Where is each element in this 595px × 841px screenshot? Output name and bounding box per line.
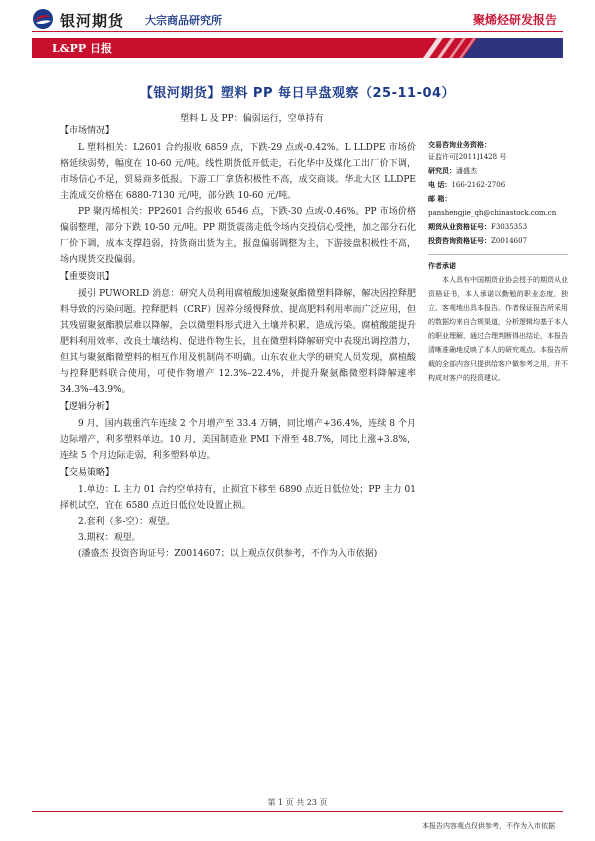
email-label: 邮 箱： [428, 194, 452, 203]
band-stripes-decoration [403, 38, 563, 58]
report-header [0, 0, 595, 38]
section-logic [60, 400, 416, 464]
section-news [60, 270, 416, 398]
futures-cert: F3035353 [491, 223, 528, 231]
section-heading: 【重要资讯】 [60, 272, 115, 282]
license-number: 证监许可[2011]1428 号 [428, 153, 507, 161]
paragraph: PP 聚丙烯相关：PP2601 合约报收 6546 点，下跌-30 点或-0.46%。PP 市场价格偏弱整理，部分下跌 10-50 元/吨。PP 期货震荡走低令场内交投信心受挫，加之部分石化厂价下调，成本支撑趋弱，持货商出货为主，报盘偏弱调整为主，下游接盘积极性不高，场内现货交投偏弱。 [60, 207, 416, 265]
phone-label: 电 话： [428, 180, 452, 189]
paragraph: 9 月，国内载重汽车连续 2 个月增产至 33.4 万辆，同比增产+36.4%，连续 8 个月边际增产，利多塑料单边。10 月，美国制造业 PMI 下滑至 48.7%，同比上涨+3.8%，连续 5 个月边际走弱，利多塑料单边。 [60, 419, 416, 461]
advisory-cert: Z0014607 [491, 237, 528, 245]
pledge-title: 作者承诺 [428, 262, 456, 270]
strategy-line: 3.期权：观望。 [78, 533, 141, 543]
sidebar-divider [428, 254, 568, 255]
phone-row [428, 178, 568, 192]
section-heading: 【逻辑分析】 [60, 402, 115, 412]
section-heading: 【市场情况】 [60, 126, 115, 136]
section-strategy [60, 466, 416, 562]
footer-disclaimer: 本报告内容观点仅供参考，不作为入市依据 [422, 822, 555, 830]
advisory-cert-label: 投资咨询资格证号： [428, 236, 491, 245]
analyst-note: (潘盛杰 投资咨询证号：Z0014607；以上观点仅供参考，不作为入市依据) [78, 549, 378, 559]
email-row [428, 192, 568, 206]
sidebar-contact-title: 交易咨询业务资格： [428, 141, 491, 149]
report-title: 【银河期货】塑料 PP 每日早盘观察（25-11-04） [139, 86, 456, 101]
advisory-cert-row [428, 234, 568, 248]
main-content [60, 122, 416, 562]
email-address[interactable]: panshengjie_qh@chinastock.com.cn [428, 209, 557, 217]
pledge-text: 本人具有中国期货业协会授予的期货从业资格证书，本人承诺以勤勉的职业态度，独立、客观地出具本报告。作者保证报告所采用的数据均来自合规渠道，分析逻辑均基于本人的职业理解，通过合理判断得出结论，本报告清晰准确地反映了本人的研究观点。本报告所载的全部内容只提供给客户做参考之用，并不构成对客户的投资建议。 [428, 276, 568, 382]
page-number: 第 1 页 共 23 页 [267, 798, 328, 807]
sidebar [428, 136, 568, 385]
researcher-row [428, 164, 568, 178]
galaxy-logo-icon [32, 8, 54, 30]
brand-name: 银河期货 [60, 12, 125, 30]
strategy-line: 2.套利（多-空）：观望。 [78, 517, 176, 527]
report-subtitle: 塑料 L 及 PP：偏弱运行，空单持有 [180, 114, 324, 124]
futures-cert-row [428, 220, 568, 234]
futures-cert-label: 期货从业资格证号： [428, 222, 491, 231]
paragraph: 援引 PUWORLD 消息：研究人员利用腐植酸加速聚氨酯微塑料降解，解决因控释肥料导致的污染问题。控释肥料（CRF）因养分缓慢释放、提高肥料利用率而广泛应用，但其残留聚氨酯膜层难以降解，会以微塑料形式进入土壤并积累，造成污染。腐植酸能提升肥料利用效率、改良土壤结构、促进作物生长，且在微塑料降解研究中表现出调控潜力，但其与聚氨酯微塑料的相互作用及机制尚不明确。山东农业大学的研究人员发现，腐植酸与控释肥料联合使用，可使作物增产 12.3%–22.4%，并提升聚氨酯微塑料降解速率 34.3%–43.9%。 [60, 289, 416, 395]
header-band-label: L&PP 日报 [52, 42, 113, 55]
footer-rule [32, 811, 563, 812]
report-type: 聚烯烃研发报告 [472, 13, 557, 27]
strategy-line: 1.单边：L 主力 01 合约空单持有，止损宜下移至 6890 点近日低位处；PP 主力 01 择机试空，宜在 6580 点近日低位处设置止损。 [60, 485, 416, 511]
header-rule [32, 31, 563, 32]
researcher-name: 潘盛杰 [456, 167, 477, 175]
researcher-label: 研究员： [428, 166, 456, 175]
section-heading: 【交易策略】 [60, 468, 115, 478]
phone-number: 166-2162-2706 [451, 181, 506, 189]
paragraph: L 塑料相关：L2601 合约报收 6859 点，下跌-29 点或-0.42%。L LLDPE 市场价格延续弱势，幅度在 10-60 元/吨。线性期货低开低走，石化华中及煤化工出厂价下调，市场信心不足，贸易商多低报。下游工厂拿货积极性不高，成交商谈。华北大区 LLDPE 主流成交价格在 6880-7130 元/吨，部分跌 10-60 元/吨。 [60, 143, 416, 201]
section-market [60, 124, 416, 268]
institute-name: 大宗商品研究所 [145, 14, 222, 27]
